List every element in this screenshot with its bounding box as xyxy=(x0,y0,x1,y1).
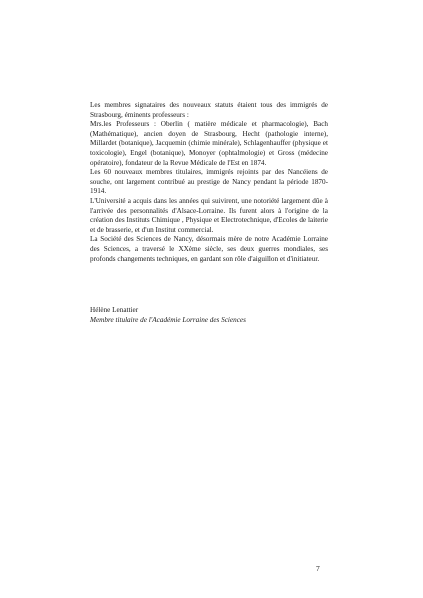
signature-block xyxy=(90,306,340,325)
body-text xyxy=(90,101,328,264)
page-number: 7 xyxy=(316,564,320,573)
paragraph-new-members: Les 60 nouveaux membres titulaires, immigrés rejoints par des Nancéiens de souche, ont largement contribué au prestige de Nancy pendant la période 1870-1914. xyxy=(90,168,328,196)
paragraph-professors: Mrs.les Professeurs : Oberlin ( matière médicale et pharmacologie), Bach (Mathématique), ancien doyen de Strasbourg, Hecht (pathologie interne), Millardet (botanique), Jacquemin (chimie minérale), Schlagenhauffer (physique et toxicologie), Engel (botanique), Monoyer (ophtalmologie) et Gross (médecine opératoire), fondateur de la Revue Médicale de l'Est en 1874. xyxy=(90,120,328,167)
paragraph-university: L'Université a acquis dans les années qui suivirent, une notoriété largement dûe à l'arrivée des personnalités d'Alsace-Lorraine. Ils furent alors à l'origine de la création des Instituts Chimique , Physique et Electrotechnique, d'Ecoles de laiterie et de brasserie, et d'un Institut commercial. xyxy=(90,196,328,234)
paragraph-signatories: Les membres signataires des nouveaux statuts étaient tous des immigrés de Strasbourg, éminents professeurs : xyxy=(90,101,328,119)
author-name: Hélène Lenattier xyxy=(90,306,139,314)
paragraph-society: La Société des Sciences de Nancy, désormais mère de notre Académie Lorraine des Sciences, a traversé le XXème siècle, ses deux guerres mondiales, ses profonds changements techniques, en gardant son rôle d'aiguillon et d'initiateur. xyxy=(90,235,328,263)
author-role: Membre titulaire de l'Académie Lorraine des Sciences xyxy=(90,315,246,324)
